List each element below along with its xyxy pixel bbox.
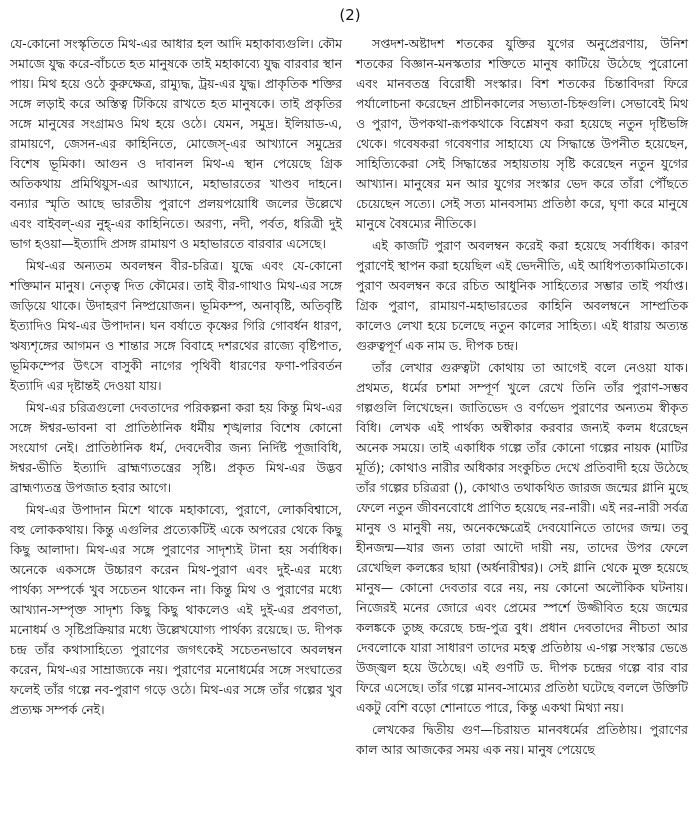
paragraph: তাঁর লেখার গুরুত্বটা কোথায় তা আগেই বলে নেওয়া যাক। প্রথমত, ধর্মের চশমা সম্পূর্ণ খুলে রেখে তিনি তাঁর পুরাণ-সম্ভব গল্পগুলি লিখেছেন। জাতিভেদ ও বর্ণভেদ পুরাণের অন্যতম স্বীকৃত বিধি। লেখক এই পার্থক্য অস্বীকার করবার জন্যই কলম ধরেছেন অনেক সময়ে। তাই একাধিক গল্পে তাঁর কোনো গল্পের নায়ক (মাটির মূর্তি); কোথাও নারীর অধিকার সংকুচিত দেখে প্রতিবাদী হয়ে উঠেছে তাঁর গল্পের চরিত্ররা (), কোথাও তথাকথিত জারজ জন্মের গ্লানি মুছে ফেলে নতুন জীবনবোধে প্রাণিত হয়েছে নর-নারী। এই নর-নারী সর্বত্র মানুষ ও মানুষী নয়, অনেকক্ষেত্রেই দেবযোনিতে তাদের জন্ম। তবু হীনজন্ম—যার জন্য তারা আদৌ দায়ী নয়, তাদের উপর ফেলে রেখেছিল কলঙ্কের ছায়া (অর্ধনারীশ্বর)। সেই গ্লানি থেকে মুক্ত হয়েছে মানুষ— কোনো দেবতার বরে নয়, নয় কোনো অলৌকিক ঘটনায়। নিজেরই মনের জোরে এবং প্রেমের স্পর্শে উজ্জীবিত হয়ে জন্মের কলঙ্ককে তুচ্ছ করেছে চন্দ্র-পুত্র বুধ। প্রধান দেবতাদের নীচতা আর দেবলোকে যারা সাধারণ তাদের মহত্ব প্রতিষ্ঠায় এ-গল্প সংস্কার ভেঙে উজ্জ্বল হয়ে উঠেছে। এই গুণটি ড. দীপক চন্দ্রের গল্পে বার বার ফিরে এসেছে। তাঁর গল্পে মানব-সাম্যের প্রতিষ্ঠা ঘটেছে বললে উক্তিটি একটু বেশি বড়ো শোনাতে পারে, কিন্তু একথা মিথ্যা নয়। <box>356 360 688 715</box>
paragraph: মিথ-এর অন্যতম অবলম্বন বীর-চরিত্র। যুদ্ধে এবং যে-কোনো শক্তিমান মানুষ। নেতৃত্ব দিত কৌমের। তাই বীর-গাথাও মিথ-এর সঙ্গে জড়িয়ে থাকে। উদাহরণ নিষ্প্রয়োজন। ভূমিকম্প, অনাবৃষ্টি, অতিবৃষ্টি ইত্যাদিও মিথ-এর উপাদান। ঘন বর্ষাতে কৃষ্ণের গিরি গোবর্ধন ধারণ, ঋষ্যশৃঙ্গের আগমন ও শান্তার সঙ্গে বিবাহে দশরথের রাজ্যে বৃষ্টিপাত, ভূমিকম্পের উৎসে বাসুকী নাগের পৃথিবী ধারণের ফণা-পরিবর্তন ইত্যাদি এর দৃষ্টান্তই দেওয়া যায়। <box>10 258 342 393</box>
paragraph: মিথ-এর উপাদান মিশে থাকে মহাকাব্যে, পুরাণে, লোকবিশ্বাসে, বহু লোককথায়। কিন্তু এগুলির প্রত্যেকটিই একে অপরের থেকে কিছু কিছু আলাদা। মিথ-এর সঙ্গে পুরাণের সাদৃশ্যই টানা হয় সর্বাধিক। অনেকে একসঙ্গে উচ্চারণ করেন মিথ-পুরাণ এবং দুই-এর মধ্যে পার্থক্য সম্পর্কে খুব সচেতন থাকেন না। কিন্তু মিথ ও পুরাণের মধ্যে আখ্যান-সম্পৃক্ত সাদৃশ্য কিছু কিছু থাকলেও এই দুই-এর প্রবণতা, মনোধর্ম ও সৃষ্টিপ্রক্রিয়ার মধ্যে উল্লেখযোগ্য পার্থক্য রয়েছে। ড. দীপক চন্দ্র তাঁর কথাসাহিত্যে পুরাণের জগৎকেই সচেতনভাবে অবলম্বন করেন, মিথ-এর সাম্রাজ্যকে নয়। পুরাণের মনোধর্মের সঙ্গে সংঘাতের ফলেই তাঁর গল্পে নব-পুরাণ গড়ে ওঠে। মিথ-এর সঙ্গে তাঁর গল্পের খুব প্রত্যক্ষ সম্পর্ক নেই। <box>10 502 342 717</box>
right-column <box>356 34 688 762</box>
page-number: (2) <box>339 6 361 24</box>
paragraph: যে-কোনো সংস্কৃতিতে মিথ-এর আধার হল আদি মহাকাব্যগুলি। কৌম সমাজে যুদ্ধ করে-বাঁচতে হত মানুষকে তাই মহাকাব্যে যুদ্ধ বারবার স্থান পায়। মিথ হয়ে ওঠে কুরুক্ষেত্র, রাম্যুদ্ধ, ট্রয়-এর যুদ্ধ। প্রাকৃতিক শক্তির সঙ্গে লড়াই করে অস্তিত্ব টিকিয়ে রাখতে হত মানুষকে। তাই প্রকৃতির সঙ্গে মানুষের সংগ্রামও মিথ হয়ে ওঠে। যেমন, সমুদ্র। ইলিয়াড-এ, রামায়ণে, জেসন-এর কাহিনিতে, মোজেস্-এর আখ্যানে সমুদ্রের বিশেষ ভূমিকা। আগুন ও দাবানল মিথ-এ স্থান পেয়েছে গ্রিক অতিকথায় প্রমিথিয়ুস-এর আখ্যানে, মহাভারতের খাণ্ডব দাহনে। বন্যার স্মৃতি আছে ভারতীয় পুরাণে প্রলয়পয়োধি জলের উল্লেখে এবং বাইবল্-এর নুহ্-এর কাহিনিতে। অরণ্য, নদী, পর্বত, ধরিত্রী দুই ভাগ হওয়া—ইত্যাদি প্রসঙ্গ রামায়ণ ও মহাভারতে বারবার এসেছে। <box>10 36 342 251</box>
paragraph: এই কাজটি পুরাণ অবলম্বন করেই করা হয়েছে সর্বাধিক। কারণ পুরাণেই স্থাপন করা হয়েছিল এই ভেদনীতি, এই আধিপত্যকামিতাকে। পুরাণ অবলম্বন করে রচিত আধুনিক সাহিত্যের সম্ভার তাই পর্যাপ্ত। গ্রিক পুরাণ, রামায়ণ-মহাভারতের কাহিনি অবলম্বনে সাম্প্রতিক কালেও লেখা হয়ে চলেছে নতুন কালের সাহিত্য। এই ধারায় অত্যন্ত গুরুত্বপূর্ণ এক নাম ড. দীপক চন্দ্র। <box>356 238 688 353</box>
paragraph: মিথ-এর চরিত্রগুলো দেবতাদের পরিকল্পনা করা হয় কিন্তু মিথ-এর সঙ্গে ঈশ্বর-ভাবনা বা প্রাতিষ্ঠানিক ধর্মীয় শৃঙ্খলার বিশেষ কোনো সংযোগ নেই। প্রাতিষ্ঠানিক ধর্ম, দেবদেবীর জন্য নির্দিষ্ট পূজাবিধি, ঈশ্বর-ভীতি ইত্যাদি ব্রাহ্মণ্যতন্ত্রের সৃষ্টি। প্রকৃত মিথ-এর উদ্ভব ব্রাহ্মণ্যতন্ত্র উপজাত হবার আগে। <box>10 400 342 495</box>
left-column <box>10 34 342 722</box>
paragraph: লেখকের দ্বিতীয় গুণ—চিরায়ত মানবধর্মের প্রতিষ্ঠায়। পুরাণের কাল আর আজকের সময় এক নয়। মানুষ পেয়েছে <box>356 722 688 757</box>
paragraph: সপ্তদশ-অষ্টাদশ শতকের যুক্তির যুগের অনুপ্রেরণায়, উনিশ শতকের বিজ্ঞান-মনস্কতার শক্তিতে মানুষ কাটিয়ে উঠেছে পুরোনো এবং মানবতন্ত্র বিরোধী সংস্কার। বিশ শতকের চিন্তাবিদরা ফিরে পর্যালোচনা করেছেন প্রাচীনকালের সভ্যতা-চিহ্নগুলি। সেভাবেই মিথ ও পুরাণ, উপকথা-রূপকথাকে বিশ্লেষণ করা হয়েছে নতুন দৃষ্টিভঙ্গি থেকে। গবেষকরা গবেষণার সাহায্যে যে সিদ্ধান্তে উপনীত হয়েছেন, সাহিত্যিকেরা সেই সিদ্ধান্তের সহায়তায় সৃষ্টি করেছেন নতুন যুগের আখ্যান। মানুষের মন আর যুগের সংস্কার ভেদ করে তাঁরা পৌঁছতে চেয়েছেন সত্যে। সেই সত্য মানবসাম্য প্রতিষ্ঠা করে, ঘৃণা করে মানুষে মানুষে বৈষম্যের নীতিকে। <box>356 36 688 231</box>
